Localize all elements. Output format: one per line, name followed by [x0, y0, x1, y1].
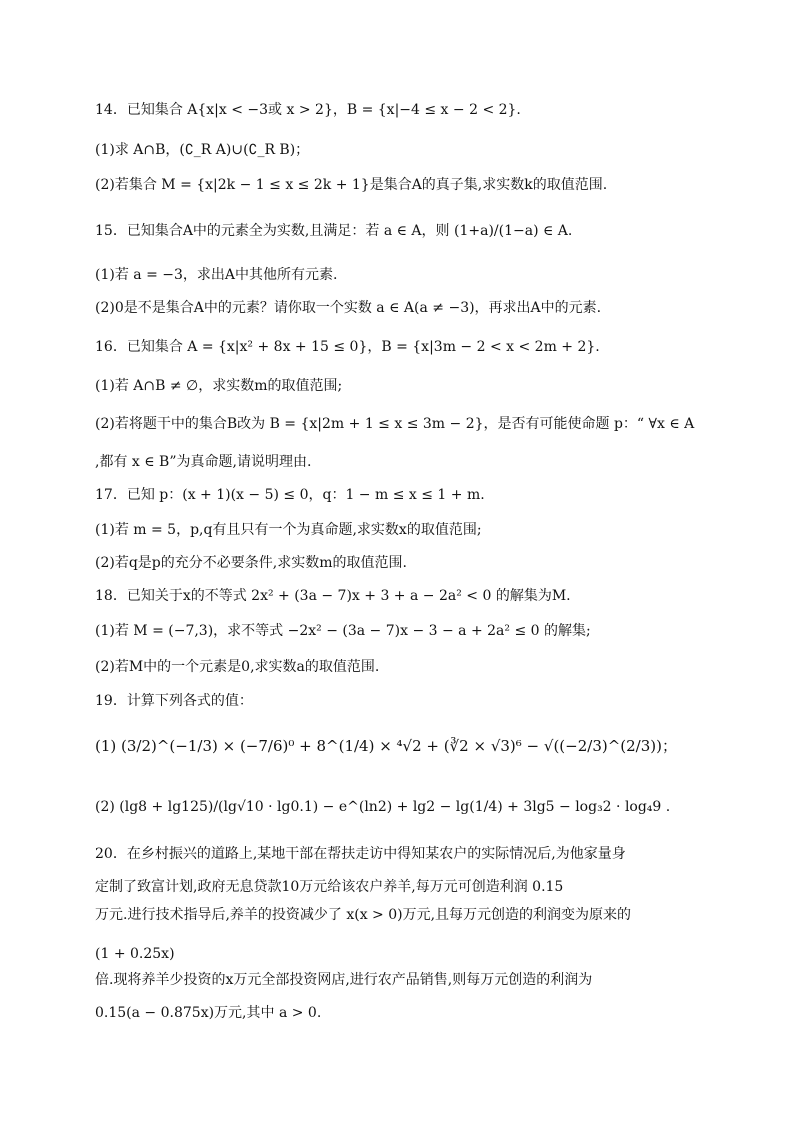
q18-stem: 18．已知关于x的不等式 2x² + (3a − 7)x + 3 + a − 2a² < 0 的解集为M. — [95, 588, 571, 604]
q19-part1: (1) (3/2)^(−1/3) × (−7/6)⁰ + 8^(1/4) × ⁴√2 + (∛2 × √3)⁶ − √((−2/3)^(2/3))； — [95, 737, 677, 755]
q18-part2: (2)若M中的一个元素是0,求实数a的取值范围. — [95, 659, 380, 675]
q16-stem: 16．已知集合 A = {x|x² + 8x + 15 ≤ 0}，B = {x|3m − 2 < x < 2m + 2}. — [95, 339, 600, 355]
q20-line1: 20．在乡村振兴的道路上,某地干部在帮扶走访中得知某农户的实际情况后,为他家量身 — [95, 846, 626, 862]
q20-line2: 定制了致富计划,政府无息贷款10万元给该农户养羊,每万元可创造利润 0.15 — [95, 879, 564, 895]
q20-line3: 万元.进行技术指导后,养羊的投资减少了 x(x > 0)万元,且每万元创造的利润变为原来的 — [95, 907, 632, 923]
q15-part2: (2)0是不是集合A中的元素？请你取一个实数 a ∈ A(a ≠ −3)，再求出A中的元素. — [95, 300, 602, 316]
q19-part2: (2) (lg8 + lg125)/(lg√10 · lg0.1) − e^(ln2) + lg2 − lg(1/4) + 3lg5 − log₃2 · log₄9 . — [95, 799, 671, 815]
q20-line6: 0.15(a − 0.875x)万元,其中 a > 0. — [95, 1005, 322, 1021]
q14-part2: (2)若集合 M = {x|2k − 1 ≤ x ≤ 2k + 1}是集合A的真子集,求实数k的取值范围. — [95, 177, 608, 193]
q19-stem: 19．计算下列各式的值： — [95, 693, 253, 709]
q16-part2: (2)若将题干中的集合B改为 B = {x|2m + 1 ≤ x ≤ 3m − 2}，是否有可能使命题 p：“ ∀x ∈ A — [95, 416, 695, 432]
q16-part1: (1)若 A∩B ≠ ∅，求实数m的取值范围; — [95, 378, 343, 394]
q15-part1: (1)若 a = −3，求出A中其他所有元素. — [95, 267, 338, 283]
q17-part1: (1)若 m = 5，p,q有且只有一个为真命题,求实数x的取值范围; — [95, 522, 482, 538]
q14-part1: (1)求 A∩B，(∁_R A)∪(∁_R B)； — [95, 142, 310, 158]
q20-line4: (1 + 0.25x) — [95, 946, 175, 962]
q17-stem: 17．已知 p：(x + 1)(x − 5) ≤ 0，q：1 − m ≤ x ≤ 1 + m. — [95, 487, 485, 503]
q20-line5: 倍.现将养羊少投资的x万元全部投资网店,进行农产品销售,则每万元创造的利润为 — [95, 972, 593, 988]
q17-part2: (2)若q是p的充分不必要条件,求实数m的取值范围. — [95, 555, 407, 571]
q18-part1: (1)若 M = (−7,3)，求不等式 −2x² − (3a − 7)x − 3 − a + 2a² ≤ 0 的解集; — [95, 623, 591, 639]
q16-part2-cont: ,都有 x ∈ B”为真命题,请说明理由. — [95, 454, 312, 470]
q15-stem: 15．已知集合A中的元素全为实数,且满足：若 a ∈ A，则 (1+a)/(1−a) ∈ A. — [95, 223, 573, 239]
q14-stem: 14．已知集合 A{x|x < −3或 x > 2}，B = {x|−4 ≤ x − 2 < 2}. — [95, 102, 521, 118]
